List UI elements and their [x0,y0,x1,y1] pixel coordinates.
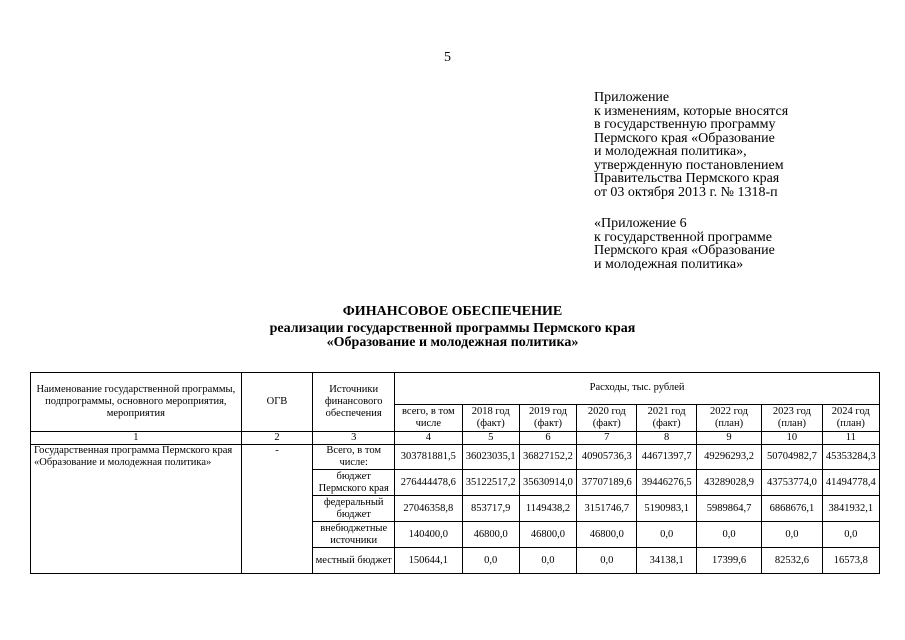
value-cell: 6868676,1 [762,496,822,522]
program-ogv: - [241,445,313,574]
document-subtitle [0,322,905,350]
appendix-6-line: «Приложение 6 [594,216,687,231]
column-index: 8 [637,432,696,445]
value-cell: 36023035,1 [462,445,519,470]
value-cell: 16573,8 [822,548,879,574]
column-index: 1 [31,432,242,445]
page-number: 5 [444,50,451,65]
financing-table [30,372,880,574]
value-cell: 45353284,3 [822,445,879,470]
header-year: 2024 год (план) [822,404,879,431]
value-cell: 46800,0 [519,522,576,548]
value-cell: 27046358,8 [395,496,463,522]
column-index: 7 [577,432,637,445]
value-cell: 36827152,2 [519,445,576,470]
value-cell: 0,0 [696,522,761,548]
appendix-line: в государственную программу [594,117,776,132]
value-cell: 5989864,7 [696,496,761,522]
appendix-line: и молодежная политика», [594,144,747,159]
value-cell: 0,0 [519,548,576,574]
value-cell: 0,0 [577,548,637,574]
table-row [31,445,880,470]
header-year: 2023 год (план) [762,404,822,431]
appendix-6-line: Пермского края «Образование [594,243,775,258]
header-ogv: ОГВ [241,373,313,432]
column-index: 6 [519,432,576,445]
appendix-line: утвержденную постановлением [594,157,784,173]
value-cell: 3841932,1 [822,496,879,522]
appendix-line: Пермского края «Образование [594,130,775,146]
header-year: 2022 год (план) [696,404,761,431]
value-cell: 40905736,3 [577,445,637,470]
value-cell: 0,0 [762,522,822,548]
value-cell: 3151746,7 [577,496,637,522]
header-row-1 [31,373,880,405]
value-cell: 35630914,0 [519,470,576,496]
value-cell: 140400,0 [395,522,463,548]
source-cell: бюджет Пермского края [313,470,395,496]
column-index: 11 [822,432,879,445]
header-year: 2019 год (факт) [519,404,576,431]
header-name: Наименование государственной программы, подпрограммы, основного мероприятия, мероприятия [31,373,242,432]
header-sources: Источники финансового обеспечения [313,373,395,432]
value-cell: 49296293,2 [696,445,761,470]
subtitle-line-2: «Образование и молодежная политика» [326,335,579,350]
appendix-block [594,91,788,199]
column-index: 5 [462,432,519,445]
value-cell: 37707189,6 [577,470,637,496]
source-cell: Всего, в том числе: [313,445,395,470]
appendix-line: от 03 октября 2013 г. № 1318-п [594,184,778,200]
program-name: Государственная программа Пермского края «Образование и молодежная политика» [31,445,242,574]
value-cell: 50704982,7 [762,445,822,470]
value-cell: 0,0 [637,522,696,548]
value-cell: 82532,6 [762,548,822,574]
source-cell: местный бюджет [313,548,395,574]
appendix-6-block [594,217,775,271]
value-cell: 853717,9 [462,496,519,522]
header-year: 2020 год (факт) [577,404,637,431]
column-index-row [31,432,880,445]
document-title: ФИНАНСОВОЕ ОБЕСПЕЧЕНИЕ [342,304,563,319]
value-cell: 43753774,0 [762,470,822,496]
value-cell: 276444478,6 [395,470,463,496]
value-cell: 5190983,1 [637,496,696,522]
value-cell: 44671397,7 [637,445,696,470]
appendix-6-line: и молодежная политика» [594,256,744,272]
value-cell: 43289028,9 [696,470,761,496]
value-cell: 46800,0 [462,522,519,548]
source-cell: внебюджетные источники [313,522,395,548]
value-cell: 46800,0 [577,522,637,548]
appendix-line: к изменениям, которые вносятся [594,103,789,119]
value-cell: 39446276,5 [637,470,696,496]
value-cell: 1149438,2 [519,496,576,522]
column-index: 10 [762,432,822,445]
column-index: 2 [241,432,313,445]
value-cell: 0,0 [822,522,879,548]
header-year: всего, в том числе [395,404,463,431]
header-year: 2018 год (факт) [462,404,519,431]
subtitle-line-1: реализации государственной программы Пермского края [269,321,636,336]
value-cell: 17399,6 [696,548,761,574]
header-year: 2021 год (факт) [637,404,696,431]
column-index: 3 [313,432,395,445]
header-expenses: Расходы, тыс. рублей [395,373,880,405]
value-cell: 150644,1 [395,548,463,574]
column-index: 9 [696,432,761,445]
source-cell: федеральный бюджет [313,496,395,522]
value-cell: 0,0 [462,548,519,574]
appendix-6-line: к государственной программе [594,229,772,245]
value-cell: 303781881,5 [395,445,463,470]
value-cell: 35122517,2 [462,470,519,496]
value-cell: 34138,1 [637,548,696,574]
appendix-line: Приложение [594,90,670,105]
appendix-line: Правительства Пермского края [594,171,780,186]
column-index: 4 [395,432,463,445]
value-cell: 41494778,4 [822,470,879,496]
